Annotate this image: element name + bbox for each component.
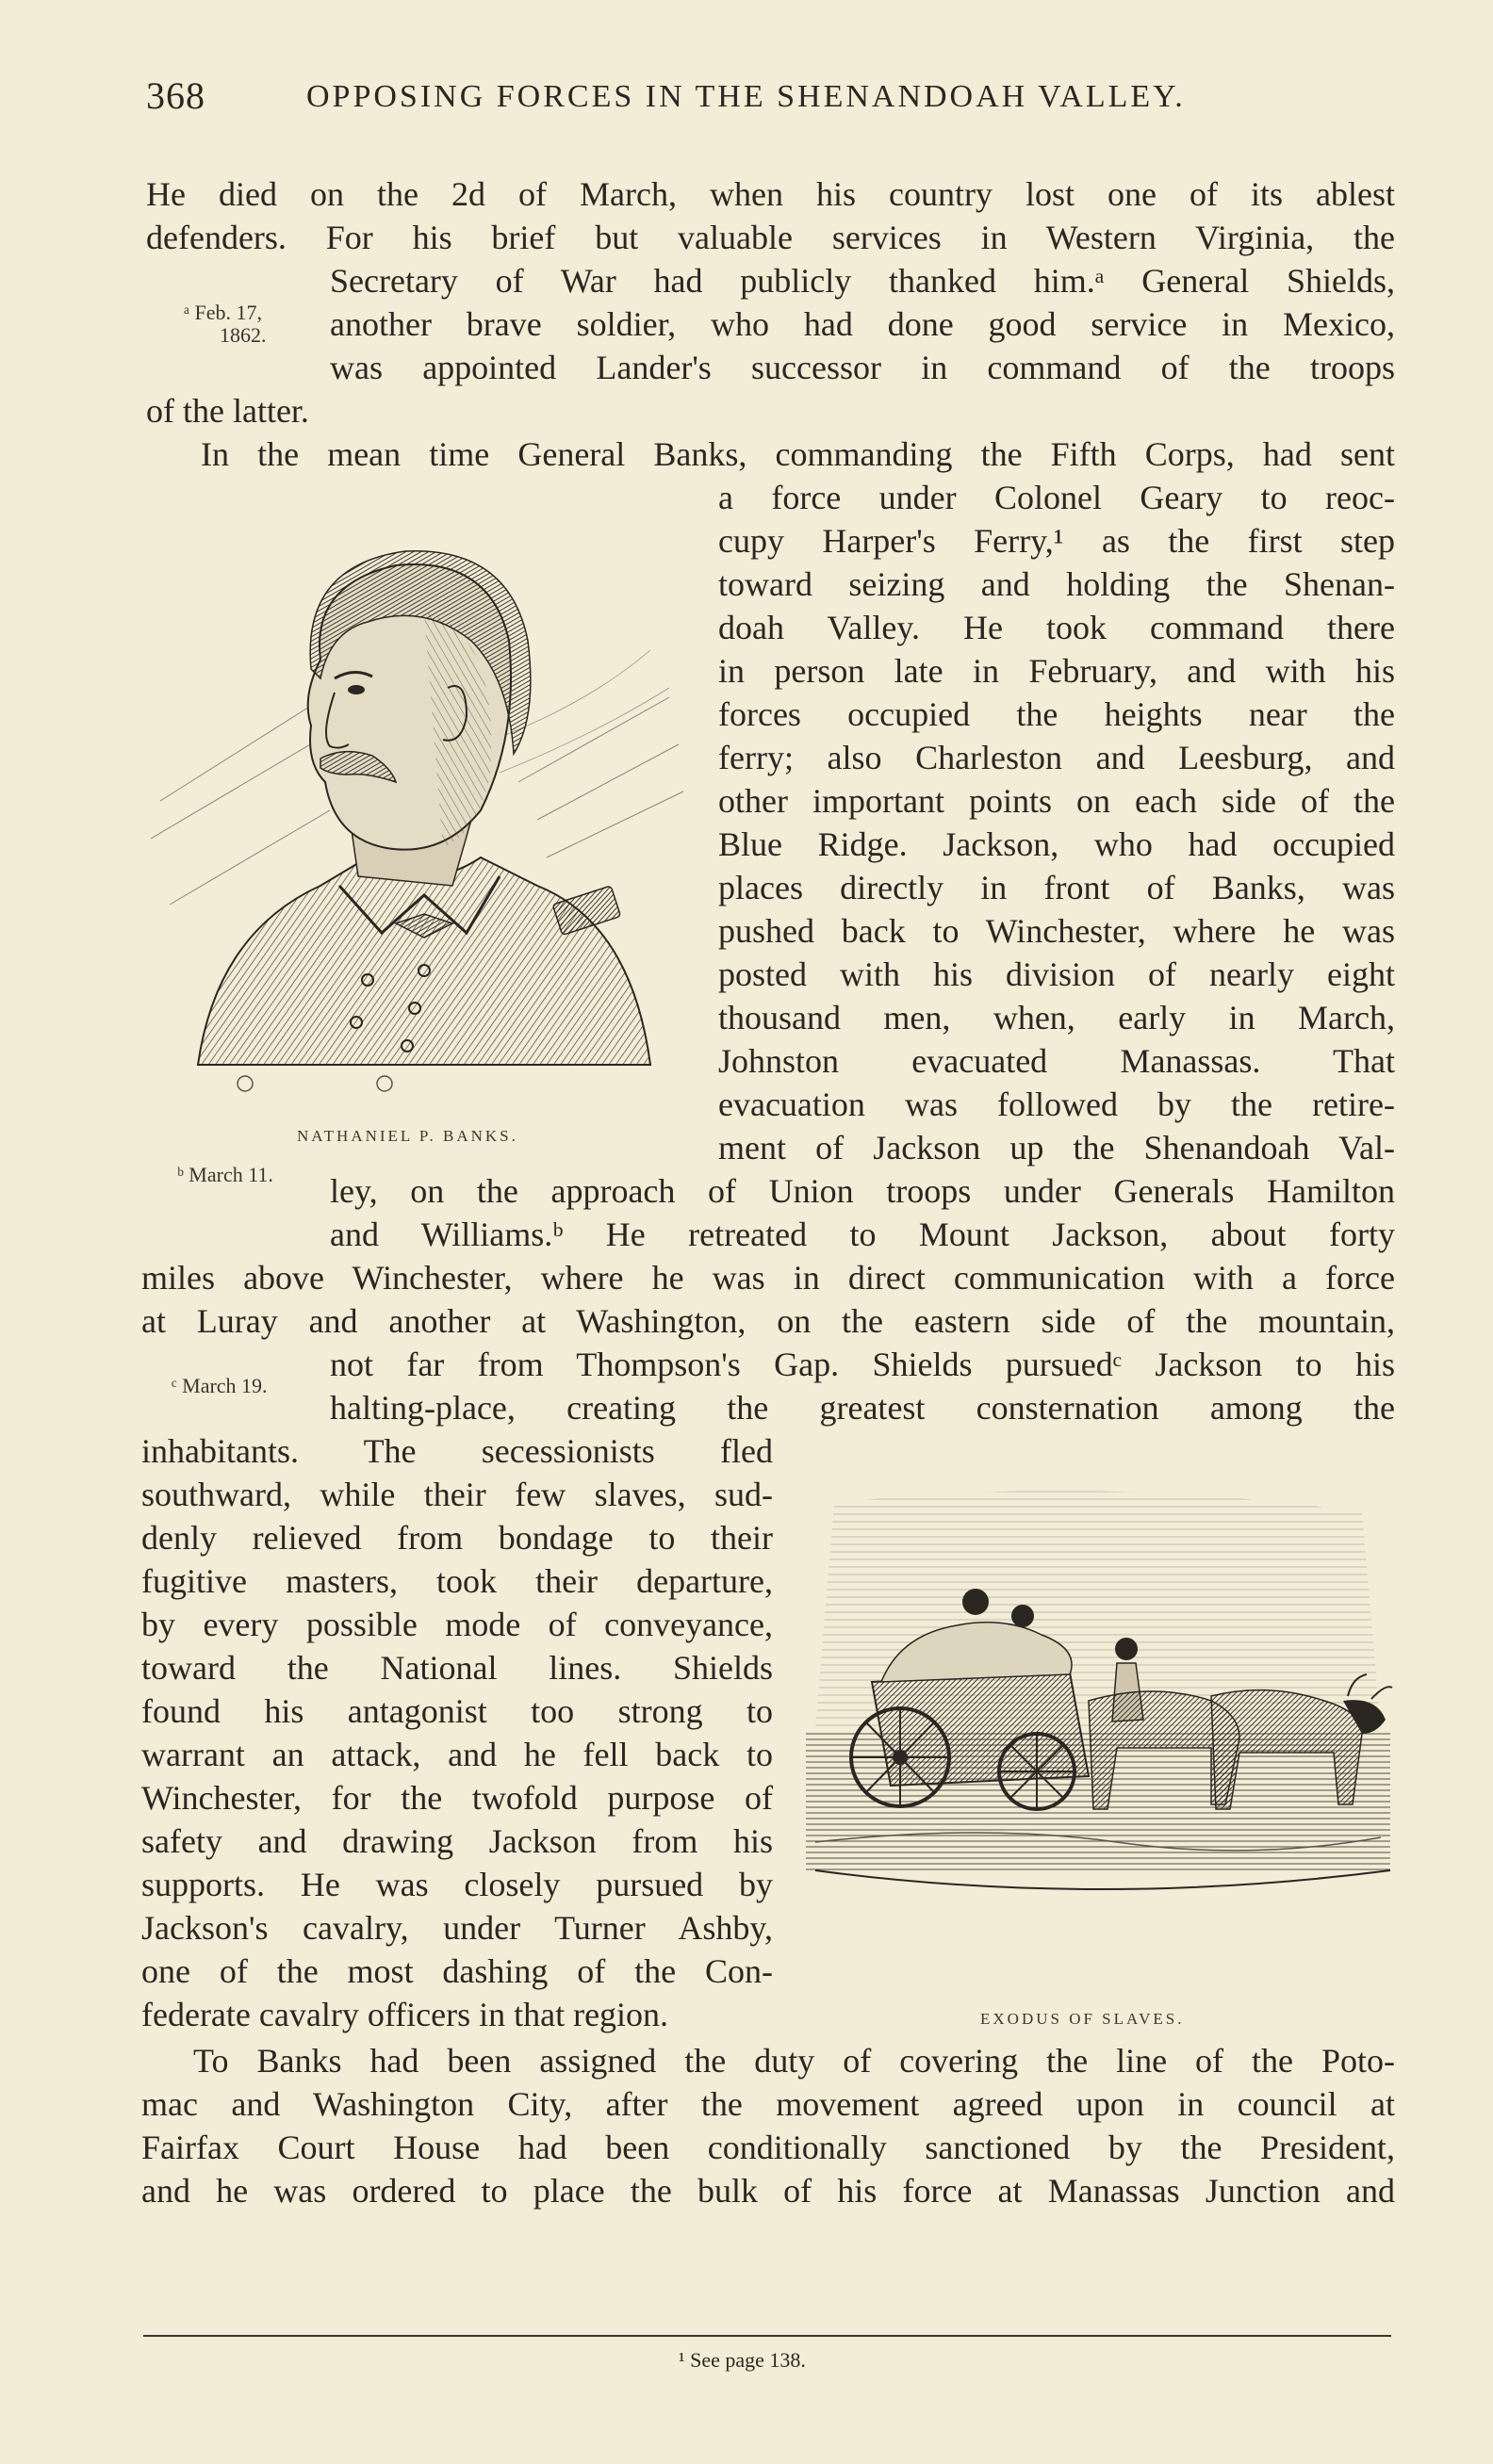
text-line: by every possible mode of conveyance, (141, 1606, 773, 1643)
text-line: pushed back to Winchester, where he was (718, 912, 1395, 950)
text-line: ferry; also Charleston and Leesburg, and (718, 739, 1395, 776)
text-line: other important points on each side of the (718, 782, 1395, 820)
text-line: was appointed Lander's successor in command of the troops (330, 349, 1395, 386)
text-line: places directly in front of Banks, was (718, 869, 1395, 906)
text-line: safety and drawing Jackson from his (141, 1822, 773, 1860)
text-line: He died on the 2d of March, when his country lost one of its ablest (146, 175, 1395, 213)
text-line: in person late in February, and with his (718, 652, 1395, 690)
text-line: supports. He was closely pursued by (141, 1866, 773, 1903)
page-header (146, 73, 1400, 126)
marginal-note: ᵇ March 11. (177, 1163, 273, 1186)
text-line: fugitive masters, took their departure, (141, 1562, 773, 1600)
text-line: of the latter. (146, 392, 309, 430)
running-head: OPPOSING FORCES IN THE SHENANDOAH VALLEY. (306, 79, 1186, 114)
marginal-note: ᵃ Feb. 17, 1862. (184, 301, 267, 347)
text-line: Blue Ridge. Jackson, who had occupied (718, 825, 1395, 863)
text-line: evacuation was followed by the retire- (718, 1085, 1395, 1123)
text-line: Fairfax Court House had been conditionally sanctioned by the President, (141, 2129, 1395, 2166)
text-line: a force under Colonel Geary to reoc- (718, 479, 1395, 516)
text-line: warrant an attack, and he fell back to (141, 1736, 773, 1773)
text-line: and Williams.ᵇ He retreated to Mount Jackson, about forty (330, 1216, 1395, 1253)
text-line: inhabitants. The secessionists fled (141, 1432, 773, 1470)
marginal-note: ᶜ March 19. (172, 1374, 268, 1397)
page-number: 368 (146, 74, 205, 117)
text-line: not far from Thompson's Gap. Shields pursuedᶜ Jackson to his (330, 1346, 1395, 1383)
text-line: forces occupied the heights near the (718, 695, 1395, 733)
text-line: To Banks had been assigned the duty of covering the line of the Poto- (193, 2042, 1395, 2080)
text-line: ment of Jackson up the Shenandoah Val- (718, 1129, 1395, 1167)
text-line: miles above Winchester, where he was in direct communication with a force (141, 1259, 1395, 1297)
footnote-rule (143, 2335, 1391, 2337)
text-line: thousand men, when, early in March, (718, 999, 1395, 1036)
text-line: defenders. For his brief but valuable services in Western Virginia, the (146, 219, 1395, 256)
text-line: In the mean time General Banks, commanding the Fifth Corps, had sent (201, 435, 1395, 473)
footnote: ¹ See page 138. (679, 2348, 806, 2372)
text-line: another brave soldier, who had done good service in Mexico, (330, 305, 1395, 343)
text-line: toward seizing and holding the Shenan- (718, 565, 1395, 603)
portrait-caption: NATHANIEL P. BANKS. (297, 1127, 518, 1145)
text-line: southward, while their few slaves, sud- (141, 1476, 773, 1513)
text-line: ley, on the approach of Union troops under Generals Hamilton (330, 1172, 1395, 1210)
text-line: Jackson's cavalry, under Turner Ashby, (141, 1909, 773, 1947)
text-line: toward the National lines. Shields (141, 1649, 773, 1687)
text-line: posted with his division of nearly eight (718, 955, 1395, 993)
portrait-engraving (141, 499, 688, 1102)
text-line: federate cavalry officers in that region. (141, 1996, 669, 2033)
exodus-engraving (796, 1465, 1400, 1974)
text-line: Secretary of War had publicly thanked him.ᵃ General Shields, (330, 262, 1395, 300)
text-line: at Luray and another at Washington, on the eastern side of the mountain, (141, 1302, 1395, 1340)
text-line: and he was ordered to place the bulk of his force at Manassas Junction and (141, 2172, 1395, 2210)
text-line: one of the most dashing of the Con- (141, 1952, 773, 1990)
text-line: mac and Washington City, after the movement agreed upon in council at (141, 2085, 1395, 2123)
text-line: Johnston evacuated Manassas. That (718, 1042, 1395, 1080)
text-line: Winchester, for the twofold purpose of (141, 1779, 773, 1817)
text-line: doah Valley. He took command there (718, 609, 1395, 646)
exodus-caption: EXODUS OF SLAVES. (980, 2010, 1185, 2028)
text-line: cupy Harper's Ferry,¹ as the first step (718, 522, 1395, 560)
text-line: halting-place, creating the greatest consternation among the (330, 1389, 1395, 1427)
text-line: denly relieved from bondage to their (141, 1519, 773, 1557)
text-line: found his antagonist too strong to (141, 1692, 773, 1730)
